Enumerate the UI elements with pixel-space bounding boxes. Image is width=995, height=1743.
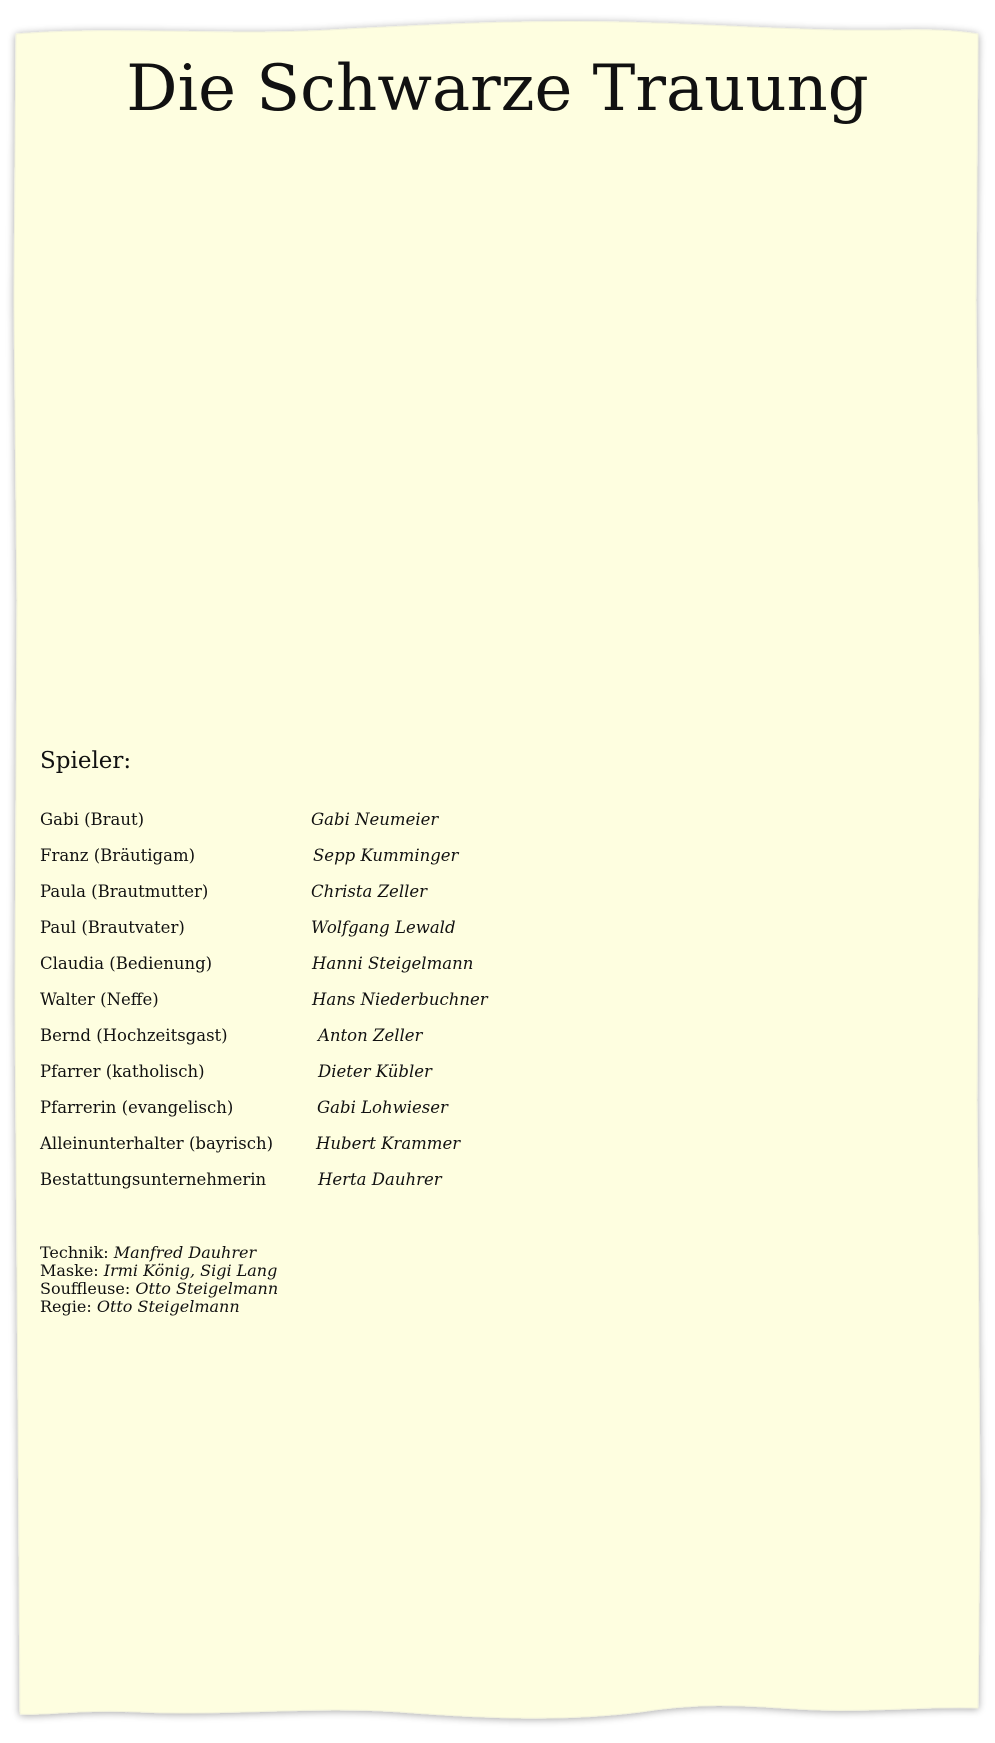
crew-label: Maske:: [40, 1261, 99, 1280]
cast-row: [40, 1134, 600, 1170]
crew-label: Souffleuse:: [40, 1279, 131, 1298]
crew-line-souffleuse: [40, 1280, 278, 1298]
role-label: Pfarrer (katholisch): [40, 1062, 205, 1081]
actor-name: Hanni Steigelmann: [312, 954, 474, 973]
cast-row: [40, 810, 600, 846]
crew-credits: [40, 1244, 278, 1316]
role-label: Pfarrerin (evangelisch): [40, 1098, 234, 1117]
role-label: Walter (Neffe): [40, 990, 159, 1009]
cast-row: [40, 882, 600, 918]
cast-row: [40, 918, 600, 954]
crew-line-regie: [40, 1298, 278, 1316]
actor-name: Sepp Kumminger: [313, 846, 459, 865]
actor-name: Wolfgang Lewald: [311, 918, 456, 937]
actor-name: Christa Zeller: [311, 882, 428, 901]
actor-name: Anton Zeller: [318, 1026, 423, 1045]
cast-row: [40, 954, 600, 990]
role-label: Franz (Bräutigam): [40, 846, 196, 865]
crew-line-maske: [40, 1262, 278, 1280]
actor-name: Dieter Kübler: [318, 1062, 432, 1081]
page-title: Die Schwarze Trauung: [126, 52, 869, 126]
actor-name: Herta Dauhrer: [318, 1170, 442, 1189]
role-label: Bestattungsunternehmerin: [40, 1170, 267, 1189]
crew-value: Otto Steigelmann: [135, 1279, 279, 1298]
crew-value: Otto Steigelmann: [96, 1297, 240, 1316]
actor-name: Gabi Lohwieser: [317, 1098, 448, 1117]
crew-label: Technik:: [40, 1243, 109, 1262]
cast-row: [40, 846, 600, 882]
actor-name: Hubert Krammer: [316, 1134, 461, 1153]
role-label: Claudia (Bedienung): [40, 954, 213, 973]
role-label: Alleinunterhalter (bayrisch): [40, 1134, 274, 1153]
crew-value: Irmi König, Sigi Lang: [103, 1261, 278, 1280]
crew-line-technik: [40, 1244, 278, 1262]
crew-label: Regie:: [40, 1297, 92, 1316]
role-label: Bernd (Hochzeitsgast): [40, 1026, 228, 1045]
role-label: Paula (Brautmutter): [40, 882, 209, 901]
cast-row: [40, 1170, 600, 1206]
actor-name: Hans Niederbuchner: [312, 990, 488, 1009]
cast-row: [40, 990, 600, 1026]
cast-row: [40, 1098, 600, 1134]
role-label: Paul (Brautvater): [40, 918, 185, 937]
actor-name: Gabi Neumeier: [311, 810, 439, 829]
cast-row: [40, 1062, 600, 1098]
cast-heading: Spieler:: [40, 748, 132, 774]
role-label: Gabi (Braut): [40, 810, 145, 829]
cast-list: [40, 810, 600, 1206]
crew-value: Manfred Dauhrer: [113, 1243, 257, 1262]
cast-row: [40, 1026, 600, 1062]
